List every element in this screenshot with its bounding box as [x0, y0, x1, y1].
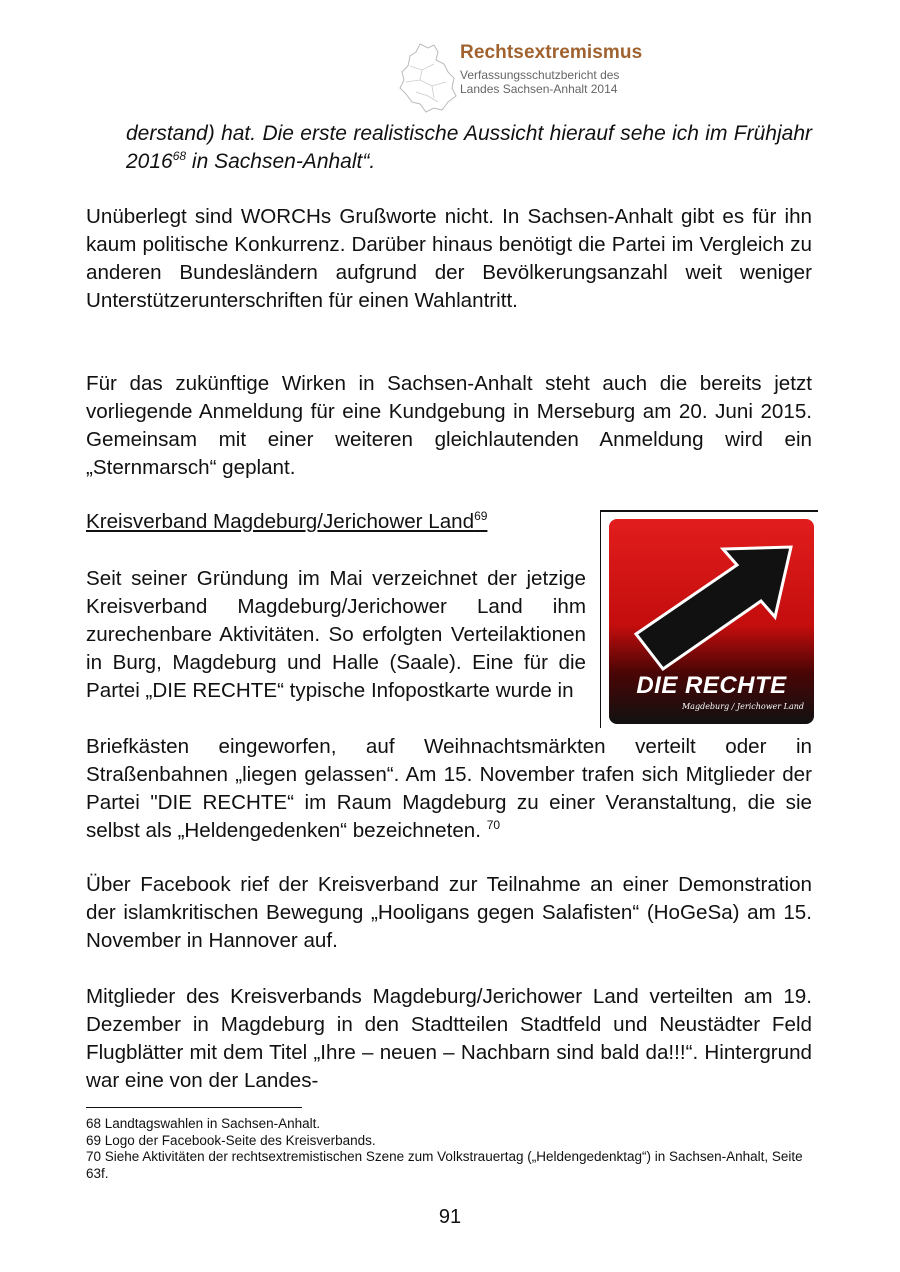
logo-title: DIE RECHTE [636, 672, 787, 699]
footnotes [86, 1116, 806, 1182]
footnote-ref-70[interactable]: 70 [486, 818, 501, 832]
footnote-ref-68[interactable]: 68 [172, 149, 187, 163]
sachsen-anhalt-map-icon [398, 42, 458, 114]
paragraph-1: Unüberlegt sind WORCHs Grußworte nicht. In Sachsen-Anhalt gibt es für ihn kaum politische Konkurrenz. Darüber hinaus benötigt die Partei im Vergleich zu anderen Bundesländern aufgrund der Bevölkerungsanzahl weit weniger Unterstützerunterschriften für einen Wahlantritt. [86, 205, 812, 312]
page-number: 91 [438, 1206, 462, 1228]
page-header [398, 42, 698, 117]
footnote-divider [86, 1107, 302, 1108]
paragraph-3b-text: Briefkästen eingeworfen, auf Weihnachtsmärkten verteilt oder in Straßenbahnen „liegen gelassen“. Am 15. November trafen sich Mitglieder der Partei "DIE RECHTE“ im Raum Magdeburg zu einer Veranstaltung, die sie selbst als „Heldengedenken“ bezeichneten. [86, 735, 812, 842]
paragraph-5: Mitglieder des Kreisverbands Magdeburg/Jerichower Land verteilten am 19. Dezember in Magdeburg in den Stadtteilen Stadtfeld und Neustädter Feld Flugblätter mit dem Titel „Ihre – neuen – Nachbarn sind bald da!!!“. Hintergrund war eine von der Landes- [86, 985, 812, 1092]
section-heading-text: Kreisverband Magdeburg/Jerichower Land [86, 510, 475, 533]
paragraph-2: Für das zukünftige Wirken in Sachsen-Anhalt steht auch die bereits jetzt vorliegende Anmeldung für eine Kundgebung in Merseburg am 20. Juni 2015. Gemeinsam mit einer weiteren gleichlautenden Anmeldung wird ein „Sternmarsch“ geplant. [86, 372, 812, 479]
footnote-ref-69[interactable]: 69 [474, 509, 488, 523]
header-title: Rechtsextremismus [460, 42, 643, 63]
paragraph-3a: Seit seiner Gründung im Mai verzeichnet der jetzige Kreisverband Magdeburg/Jerichower Land ihm zurechenbare Aktivitäten. So erfolgten Verteilaktionen in Burg, Magdeburg und Halle (Saale). Eine für die Partei „DIE RECHTE“ typische Infopostkarte wurde in [86, 567, 586, 702]
header-subtitle-line2: Landes Sachsen-Anhalt 2014 [460, 82, 618, 96]
footnote-69: 69 Logo der Facebook-Seite des Kreisverbands. [86, 1132, 376, 1148]
logo-subtitle: Magdeburg / Jerichower Land [681, 702, 804, 711]
section-heading [86, 508, 487, 536]
footnote-70: 70 Siehe Aktivitäten der rechtsextremistischen Szene zum Volkstrauertag („Heldengedenktag“) in Sachsen-Anhalt, Seite 63f. [86, 1149, 803, 1181]
quote-text: derstand) hat. Die erste realistische Aussicht hierauf sehe ich im Frühjahr 2016 [126, 122, 812, 173]
paragraph-4: Über Facebook rief der Kreisverband zur Teilnahme an einer Demonstration der islamkritischen Bewegung „Hooligans gegen Salafisten“ (HoGeSa) am 15. November in Hannover auf. [86, 873, 812, 952]
header-subtitle-line1: Verfassungsschutzbericht des [460, 68, 620, 82]
quote-paragraph [126, 120, 812, 176]
quote-text-end: in Sachsen-Anhalt“. [186, 150, 376, 173]
paragraph-3b [86, 733, 812, 845]
die-rechte-logo [609, 519, 814, 724]
footnote-68: 68 Landtagswahlen in Sachsen-Anhalt. [86, 1116, 321, 1131]
